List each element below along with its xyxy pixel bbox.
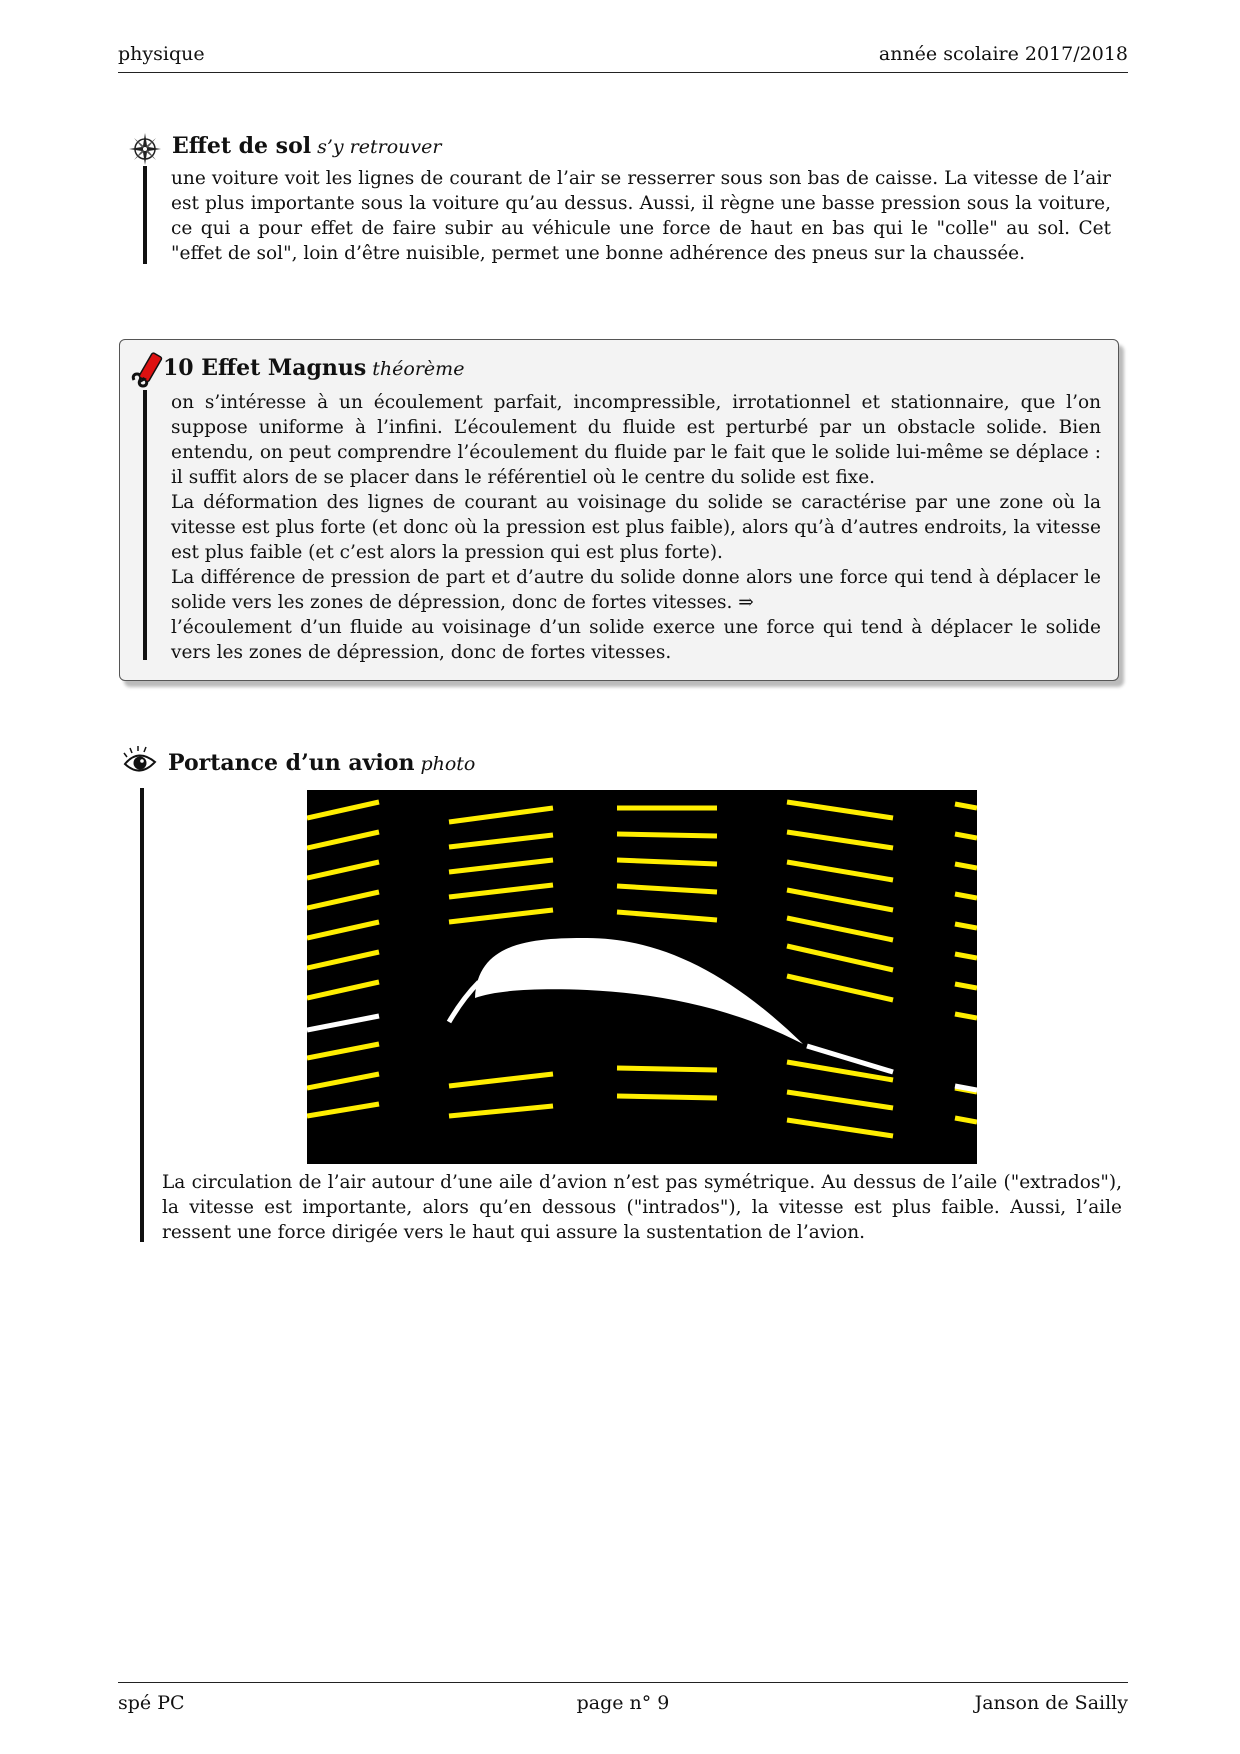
- paragraph: La circulation de l’air autour d’une aile d’avion n’est pas symétrique. Au dessus de l’aile ("extrados"), la vitesse est importante, alors qu’en dessous ("intrados"), la vitesse est plus faible. Aussi, l’aile ressent une force dirigée vers le haut qui assure la sustentation de l’avion.: [162, 1172, 1122, 1243]
- footer-page-number: page n° 9: [576, 1692, 670, 1714]
- page-footer: [118, 1682, 1128, 1715]
- section-bar: [143, 166, 147, 264]
- section-body: [171, 390, 1101, 665]
- page-header: [118, 42, 1128, 73]
- paragraph: une voiture voit les lignes de courant de l’air se resserrer sous son bas de caisse. La vitesse de l’air est plus importante sous la voiture qu’au dessus. Aussi, il règne une basse pression sous la voiture, ce qui a pour effet de faire subir au véhicule une force de haut en bas qui le "colle" au sol. Cet "effet de sol", loin d’être nuisible, permet une bonne adhérence des pneus sur la chaussée.: [171, 168, 1111, 264]
- section-kind: s’y retrouver: [317, 136, 442, 158]
- paragraph: on s’intéresse à un écoulement parfait, incompressible, irrotationnel et stationnaire, que l’on suppose uniforme à l’infini. L’écoulement du fluide est perturbé par un obstacle solide. Bien entendu, on peut comprendre l’écoulement du fluide par le fait que le solide lui-même se déplace : il suffit alors de se placer dans le référentiel où le centre du solide est fixe.: [171, 392, 1101, 488]
- pen-icon: [128, 350, 168, 390]
- section-title: [163, 354, 464, 383]
- eye-icon: [122, 744, 158, 780]
- section-kind: photo: [420, 753, 476, 775]
- section-kind: théorème: [372, 358, 465, 380]
- compass-rose-icon: [128, 132, 162, 166]
- section-title-text: 10 Effet Magnus: [163, 355, 367, 381]
- footer-school: Janson de Sailly: [974, 1692, 1128, 1714]
- section-body: [162, 1170, 1122, 1245]
- section-bar: [140, 788, 144, 1242]
- paragraph: l’écoulement d’un fluide au voisinage d’un solide exerce une force qui tend à déplacer le solide vers les zones de dépression, donc de fortes vitesses.: [171, 617, 1101, 663]
- section-bar: [143, 390, 147, 660]
- paragraph: La différence de pression de part et d’autre du solide donne alors une force qui tend à déplacer le solide vers les zones de dépression, donc de fortes vitesses. ⇒: [171, 567, 1101, 613]
- section-title: [168, 749, 475, 778]
- header-year: année scolaire 2017/2018: [878, 43, 1128, 65]
- section-title: [172, 132, 441, 161]
- footer-class: spé PC: [118, 1692, 185, 1714]
- header-subject: physique: [118, 43, 205, 65]
- paragraph: La déformation des lignes de courant au voisinage du solide se caractérise par une zone où la vitesse est plus forte (et donc où la pression est plus faible), alors qu’à d’autres endroits, la vitesse est plus faible (et c’est alors la pression qui est plus forte).: [171, 492, 1101, 563]
- section-title-text: Effet de sol: [172, 133, 312, 159]
- section-body: [171, 166, 1111, 266]
- airfoil-streamline-photo: [307, 790, 977, 1164]
- section-title-text: Portance d’un avion: [168, 750, 415, 776]
